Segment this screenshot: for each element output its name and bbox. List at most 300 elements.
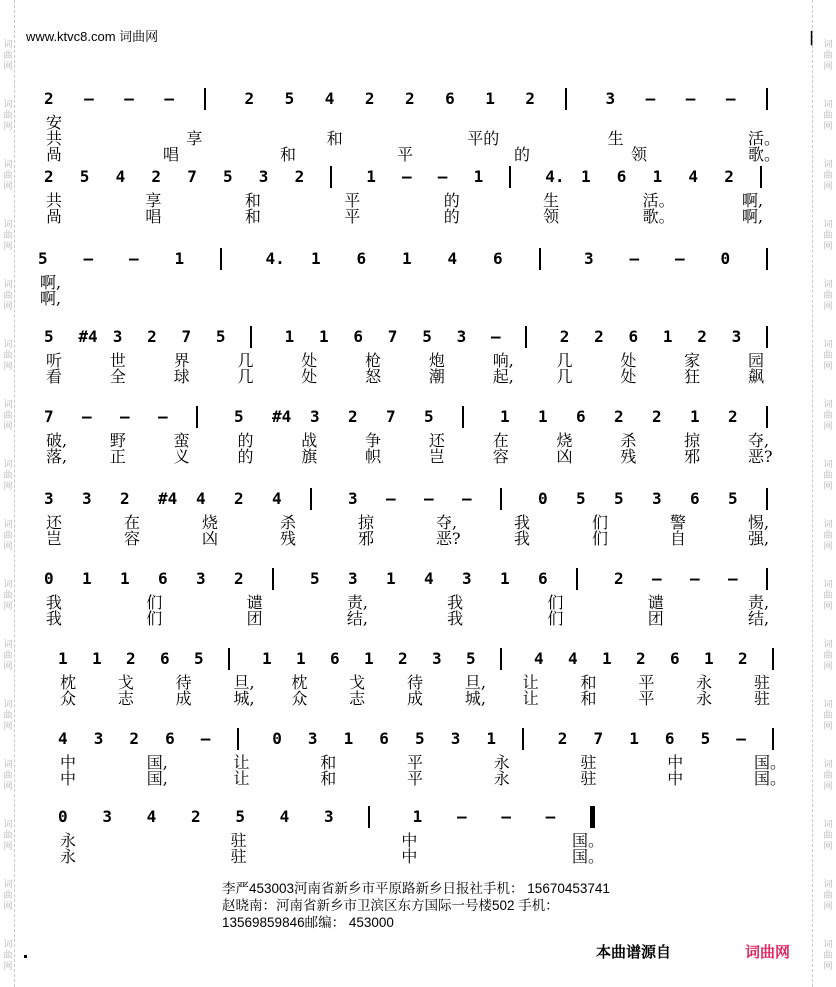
lyric-word: 邪 xyxy=(358,529,375,548)
final-barline xyxy=(590,806,595,828)
note: 2 xyxy=(44,167,54,186)
lyric-word: 在 xyxy=(492,431,509,450)
lyric-word: 国。 xyxy=(754,769,787,788)
barline xyxy=(766,406,768,428)
watermark-char: 词 xyxy=(823,820,833,830)
note: 6 xyxy=(160,649,170,668)
contact-block xyxy=(222,880,610,931)
watermark-char: 词 xyxy=(3,640,13,650)
note: 4 xyxy=(534,649,544,668)
note: — xyxy=(124,89,134,108)
watermark-char: 词 xyxy=(3,160,13,170)
lyric-word: 众 xyxy=(291,689,308,708)
lyric-word: 和 xyxy=(580,689,597,708)
lyric-word: 和 xyxy=(244,207,261,226)
lyric-word: 和 xyxy=(320,753,337,772)
notation-row xyxy=(0,326,836,350)
lyric-word: 烧 xyxy=(202,513,219,532)
lyric-word: 处 xyxy=(301,351,318,370)
watermark-char: 词 xyxy=(823,280,833,290)
barline xyxy=(766,326,768,348)
lyric-word: 在 xyxy=(124,513,141,532)
note: 7 xyxy=(387,327,398,346)
note: — xyxy=(164,89,174,108)
lyric-line xyxy=(0,610,836,630)
lyric-word: 歌。 xyxy=(748,145,781,164)
lyric-word: 成 xyxy=(407,689,424,708)
lyric-word: 几 xyxy=(556,351,573,370)
watermark-char: 词 xyxy=(3,580,13,590)
note: 6 xyxy=(353,327,364,346)
note: 5 xyxy=(223,167,233,186)
watermark-char: 曲 xyxy=(823,231,833,241)
lyric-word: 起, xyxy=(492,367,514,386)
lyric-word: 球 xyxy=(173,367,190,386)
watermark-char: 词 xyxy=(823,100,833,110)
lyric-word: 活。 xyxy=(748,129,781,148)
lyric-word: 成 xyxy=(175,689,192,708)
note: 6 xyxy=(538,569,548,588)
lyric-word: 野 xyxy=(109,431,126,450)
notation-row xyxy=(0,728,836,752)
watermark-char: 词 xyxy=(3,280,13,290)
lyric-word: 戈 xyxy=(117,673,134,692)
lyric-line xyxy=(0,690,836,710)
lyric-word: 中 xyxy=(401,831,418,850)
watermark-char: 词 xyxy=(823,460,833,470)
note: 3 xyxy=(450,729,461,748)
note: — xyxy=(200,729,211,748)
watermark-char: 网 xyxy=(823,362,833,372)
watermark-char: 曲 xyxy=(3,111,13,121)
watermark-char: 词 xyxy=(3,220,13,230)
watermark-char: 网 xyxy=(3,182,13,192)
note: 6 xyxy=(165,729,175,748)
note: 1 xyxy=(704,649,714,668)
lyric-word: 国。 xyxy=(572,847,605,866)
note: 5 xyxy=(44,327,54,346)
lyric-word: 凶 xyxy=(556,447,573,466)
lyric-word: 谴 xyxy=(647,593,664,612)
note: — xyxy=(501,807,511,826)
lyric-word: 让 xyxy=(522,673,539,692)
note: 4 xyxy=(279,807,290,826)
note: #4 xyxy=(272,407,292,426)
watermark-char: 词 xyxy=(3,400,13,410)
note: 6 xyxy=(616,167,627,186)
note: 1 xyxy=(690,407,700,426)
notation-row xyxy=(0,406,836,430)
lyric-word: 咼 xyxy=(46,207,63,226)
barline xyxy=(539,248,541,270)
brand-link[interactable]: 词曲网 xyxy=(745,944,791,961)
lyric-word: 啊, xyxy=(40,289,62,308)
note: 2 xyxy=(557,729,568,748)
lyric-word: 和 xyxy=(580,673,597,692)
note: 6 xyxy=(690,489,700,508)
note: — xyxy=(158,407,168,426)
note: — xyxy=(84,89,94,108)
watermark-char: 曲 xyxy=(3,471,13,481)
lyric-word: 掠 xyxy=(358,513,375,532)
lyric-line xyxy=(0,848,836,868)
watermark-char: 网 xyxy=(823,842,833,852)
lyric-word: 们 xyxy=(592,529,609,548)
notation-row xyxy=(0,88,836,112)
lyric-word: 帜 xyxy=(365,447,382,466)
note: 1 xyxy=(412,807,423,826)
note: 2 xyxy=(652,407,662,426)
note: 4 xyxy=(58,729,68,748)
note: 2 xyxy=(120,489,130,508)
note: 5 xyxy=(415,729,425,748)
watermark-char: 曲 xyxy=(823,171,833,181)
note: — xyxy=(129,249,139,268)
barline xyxy=(509,166,511,188)
lyric-word: 岂 xyxy=(46,529,63,548)
lyric-word: 几 xyxy=(237,367,254,386)
watermark-char: 词 xyxy=(3,760,13,770)
note: 3 xyxy=(196,569,206,588)
note: 3 xyxy=(44,489,54,508)
lyric-word: 炮 xyxy=(428,351,445,370)
note: — xyxy=(725,89,736,108)
note: — xyxy=(629,249,640,268)
note: 1 xyxy=(296,649,306,668)
lyric-word: 歌。 xyxy=(642,207,675,226)
note: 3 xyxy=(584,249,594,268)
note: 1 xyxy=(629,729,639,748)
note: 2 xyxy=(151,167,162,186)
watermark-char: 词 xyxy=(3,820,13,830)
note: 3 xyxy=(348,489,358,508)
lyric-word: 园 xyxy=(748,351,765,370)
lyric-word: 永 xyxy=(696,673,713,692)
lyric-word: 中 xyxy=(667,753,684,772)
lyric-word: 永 xyxy=(493,753,510,772)
note: 1 xyxy=(402,249,412,268)
note: 3 xyxy=(652,489,662,508)
watermark-char: 曲 xyxy=(823,711,833,721)
note: — xyxy=(120,407,130,426)
lyric-line xyxy=(0,368,836,388)
note: 5 xyxy=(194,649,204,668)
lyric-word: 待 xyxy=(407,673,424,692)
note: — xyxy=(652,569,662,588)
barline xyxy=(766,488,768,510)
note: 2 xyxy=(191,807,201,826)
lyric-word: 驻 xyxy=(580,769,597,788)
note: 1 xyxy=(120,569,130,588)
watermark-char: 网 xyxy=(3,62,13,72)
watermark-char: 词 xyxy=(823,400,833,410)
lyric-word: 界 xyxy=(173,351,190,370)
watermark-char: 词 xyxy=(3,700,13,710)
note: 2 xyxy=(348,407,358,426)
note: 4 xyxy=(196,489,206,508)
lyric-word: 共 xyxy=(46,191,63,210)
note: 1 xyxy=(92,649,102,668)
watermark-char: 网 xyxy=(823,62,833,72)
note: 1 xyxy=(262,649,272,668)
watermark-char: 曲 xyxy=(823,411,833,421)
watermark-char: 网 xyxy=(3,542,13,552)
watermark-char: 网 xyxy=(3,662,13,672)
lyric-word: 全 xyxy=(109,367,126,386)
note: 0 xyxy=(720,249,731,268)
lyric-word: 啊, xyxy=(742,207,764,226)
note: 4 xyxy=(115,167,126,186)
note: — xyxy=(402,167,412,186)
note: 0 xyxy=(58,807,68,826)
lyric-word: 和 xyxy=(320,769,337,788)
lyric-word: 让 xyxy=(233,769,250,788)
lyric-word: 待 xyxy=(175,673,192,692)
lyric-word: 恶? xyxy=(748,447,773,466)
barline xyxy=(766,88,768,110)
note: 7 xyxy=(187,167,197,186)
note: — xyxy=(728,569,738,588)
lyric-word: 享 xyxy=(145,191,162,210)
watermark-char: 词 xyxy=(3,520,13,530)
barline xyxy=(766,248,768,270)
watermark-char: 网 xyxy=(823,602,833,612)
watermark-char: 词 xyxy=(823,700,833,710)
watermark-char: 曲 xyxy=(3,951,13,961)
lyric-word: 杀 xyxy=(280,513,297,532)
lyric-word: 驻 xyxy=(754,673,771,692)
lyric-word: 平 xyxy=(344,191,361,210)
barline xyxy=(522,728,524,750)
lyric-word: 残 xyxy=(280,529,297,548)
lyric-word: 驻 xyxy=(754,689,771,708)
note: 3 xyxy=(324,807,334,826)
note: — xyxy=(490,327,501,346)
watermark-char: 曲 xyxy=(3,351,13,361)
watermark-char: 网 xyxy=(3,842,13,852)
note: 1 xyxy=(319,327,329,346)
lyric-word: 夺, xyxy=(748,431,770,450)
watermark-char: 曲 xyxy=(823,471,833,481)
lyric-word: 正 xyxy=(109,447,126,466)
watermark-char: 词 xyxy=(823,220,833,230)
note: 2 xyxy=(559,327,570,346)
watermark-char: 词 xyxy=(823,520,833,530)
note: 5 xyxy=(234,407,244,426)
lyric-word: 活。 xyxy=(642,191,675,210)
lyric-word: 结, xyxy=(748,609,770,628)
lyric-word: 看 xyxy=(46,367,63,386)
note: 3 xyxy=(112,327,123,346)
lyric-word: 生 xyxy=(543,191,560,210)
barline xyxy=(766,568,768,590)
lyric-word: 共 xyxy=(46,129,63,148)
note: 1 xyxy=(82,569,92,588)
lyric-word: 们 xyxy=(146,593,163,612)
barline xyxy=(772,648,774,670)
watermark-char: 曲 xyxy=(3,531,13,541)
note: 1 xyxy=(662,327,673,346)
note: 4 xyxy=(272,489,282,508)
watermark-char: 曲 xyxy=(3,171,13,181)
note: 1 xyxy=(343,729,354,748)
lyric-word: 领 xyxy=(631,145,648,164)
lyric-word: 们 xyxy=(592,513,609,532)
note: 3 xyxy=(731,327,742,346)
barline xyxy=(500,488,502,510)
note: 1 xyxy=(366,167,376,186)
lyric-word: 领 xyxy=(543,207,560,226)
note: 3 xyxy=(102,807,112,826)
lyric-word: 唱 xyxy=(145,207,162,226)
barline xyxy=(330,166,332,188)
note: — xyxy=(386,489,396,508)
corner-dot xyxy=(24,955,27,958)
lyric-word: 蛮 xyxy=(173,431,190,450)
note: 6 xyxy=(356,249,367,268)
note: 5 xyxy=(614,489,624,508)
note: 5 xyxy=(576,489,586,508)
top-mark: | xyxy=(809,30,815,46)
note: 2 xyxy=(728,407,738,426)
lyric-line xyxy=(0,208,836,228)
watermark-char: 词 xyxy=(823,580,833,590)
lyric-word: 永 xyxy=(696,689,713,708)
source-label: 本曲谱源自 xyxy=(596,944,672,961)
lyric-word: 驻 xyxy=(230,831,247,850)
lyric-word: 国, xyxy=(146,753,168,772)
watermark-char: 曲 xyxy=(3,771,13,781)
lyric-word: 狂 xyxy=(684,367,701,386)
watermark-char: 词 xyxy=(823,160,833,170)
note: 2 xyxy=(234,489,244,508)
watermark-char: 曲 xyxy=(823,771,833,781)
watermark-char: 词 xyxy=(823,640,833,650)
watermark-char: 网 xyxy=(3,122,13,132)
lyric-word: 们 xyxy=(547,593,564,612)
note: 6 xyxy=(158,569,168,588)
lyric-word: 志 xyxy=(117,689,134,708)
barline xyxy=(237,728,239,750)
lyric-word: 平的 xyxy=(467,129,500,148)
note: 1 xyxy=(486,729,497,748)
watermark-char: 曲 xyxy=(3,291,13,301)
lyric-word: 志 xyxy=(349,689,366,708)
site-url[interactable]: www.ktvc8.com 词曲网 xyxy=(26,29,159,44)
lyric-word: 警 xyxy=(670,513,687,532)
lyric-word: 还 xyxy=(46,513,63,532)
lyric-word: 的 xyxy=(237,447,254,466)
note: 3 xyxy=(307,729,318,748)
lyric-word: 容 xyxy=(492,447,509,466)
note: 5 xyxy=(215,327,226,346)
note: 0 xyxy=(44,569,54,588)
lyric-word: 的 xyxy=(514,145,531,164)
watermark-char: 网 xyxy=(3,602,13,612)
lyric-line xyxy=(0,530,836,550)
note: #4 xyxy=(158,489,178,508)
lyric-word: 国。 xyxy=(754,753,787,772)
lyric-word: 平 xyxy=(407,769,424,788)
lyric-word: 和 xyxy=(244,191,261,210)
lyric-line xyxy=(0,290,836,310)
note: 5 xyxy=(284,89,295,108)
lyric-word: 战 xyxy=(301,431,318,450)
barline xyxy=(310,488,312,510)
lyric-word: 残 xyxy=(620,447,637,466)
lyric-word: 响, xyxy=(492,351,514,370)
note: 1 xyxy=(652,167,663,186)
watermark-char: 网 xyxy=(823,662,833,672)
note: 4. xyxy=(265,249,285,268)
lyric-word: 旦, xyxy=(464,673,486,692)
lyric-word: 城, xyxy=(233,689,255,708)
lyric-word: 享 xyxy=(186,129,203,148)
watermark-char: 词 xyxy=(823,760,833,770)
note: — xyxy=(424,489,434,508)
note: — xyxy=(545,807,556,826)
lyric-word: 平 xyxy=(638,673,655,692)
note: 1 xyxy=(364,649,374,668)
watermark-char: 曲 xyxy=(823,531,833,541)
note: 2 xyxy=(126,649,136,668)
watermark-char: 曲 xyxy=(823,51,833,61)
note: 6 xyxy=(493,249,503,268)
lyric-word: 责, xyxy=(748,593,770,612)
lyric-word: 还 xyxy=(428,431,445,450)
watermark-char: 曲 xyxy=(823,891,833,901)
lyric-word: 破, xyxy=(46,431,68,450)
watermark-char: 词 xyxy=(3,100,13,110)
watermark-char: 曲 xyxy=(3,51,13,61)
lyric-word: 掠 xyxy=(684,431,701,450)
note: 0 xyxy=(538,489,548,508)
lyric-word: 枕 xyxy=(291,673,308,692)
lyric-word: 平 xyxy=(344,207,361,226)
lyric-word: 和 xyxy=(280,145,297,164)
lyric-word: 团 xyxy=(647,609,664,628)
contact-line-3: 13569859846邮编： 453000 xyxy=(222,915,394,930)
watermark-char: 网 xyxy=(823,302,833,312)
barline xyxy=(250,326,252,348)
watermark-char: 曲 xyxy=(3,891,13,901)
note: 2 xyxy=(738,649,748,668)
lyric-word: 永 xyxy=(60,831,77,850)
note: 4 xyxy=(688,167,699,186)
lyric-word: 平 xyxy=(407,753,424,772)
watermark-char: 词 xyxy=(3,40,13,50)
lyric-word: 永 xyxy=(60,847,77,866)
watermark-char: 曲 xyxy=(823,951,833,961)
note: 2 xyxy=(129,729,140,748)
lyric-word: 惕, xyxy=(748,513,770,532)
watermark-char: 网 xyxy=(3,302,13,312)
watermark-char: 词 xyxy=(823,340,833,350)
barline xyxy=(204,88,206,110)
barline xyxy=(196,406,198,428)
lyric-word: 处 xyxy=(620,367,637,386)
watermark-char: 词 xyxy=(3,940,13,950)
watermark-char: 曲 xyxy=(3,711,13,721)
note: 2 xyxy=(614,569,624,588)
watermark-char: 网 xyxy=(3,962,13,972)
lyric-word: 凶 xyxy=(202,529,219,548)
note: — xyxy=(457,807,467,826)
note: 1 xyxy=(538,407,548,426)
watermark-char: 曲 xyxy=(3,651,13,661)
lyric-word: 家 xyxy=(684,351,701,370)
lyric-word: 驻 xyxy=(230,847,247,866)
